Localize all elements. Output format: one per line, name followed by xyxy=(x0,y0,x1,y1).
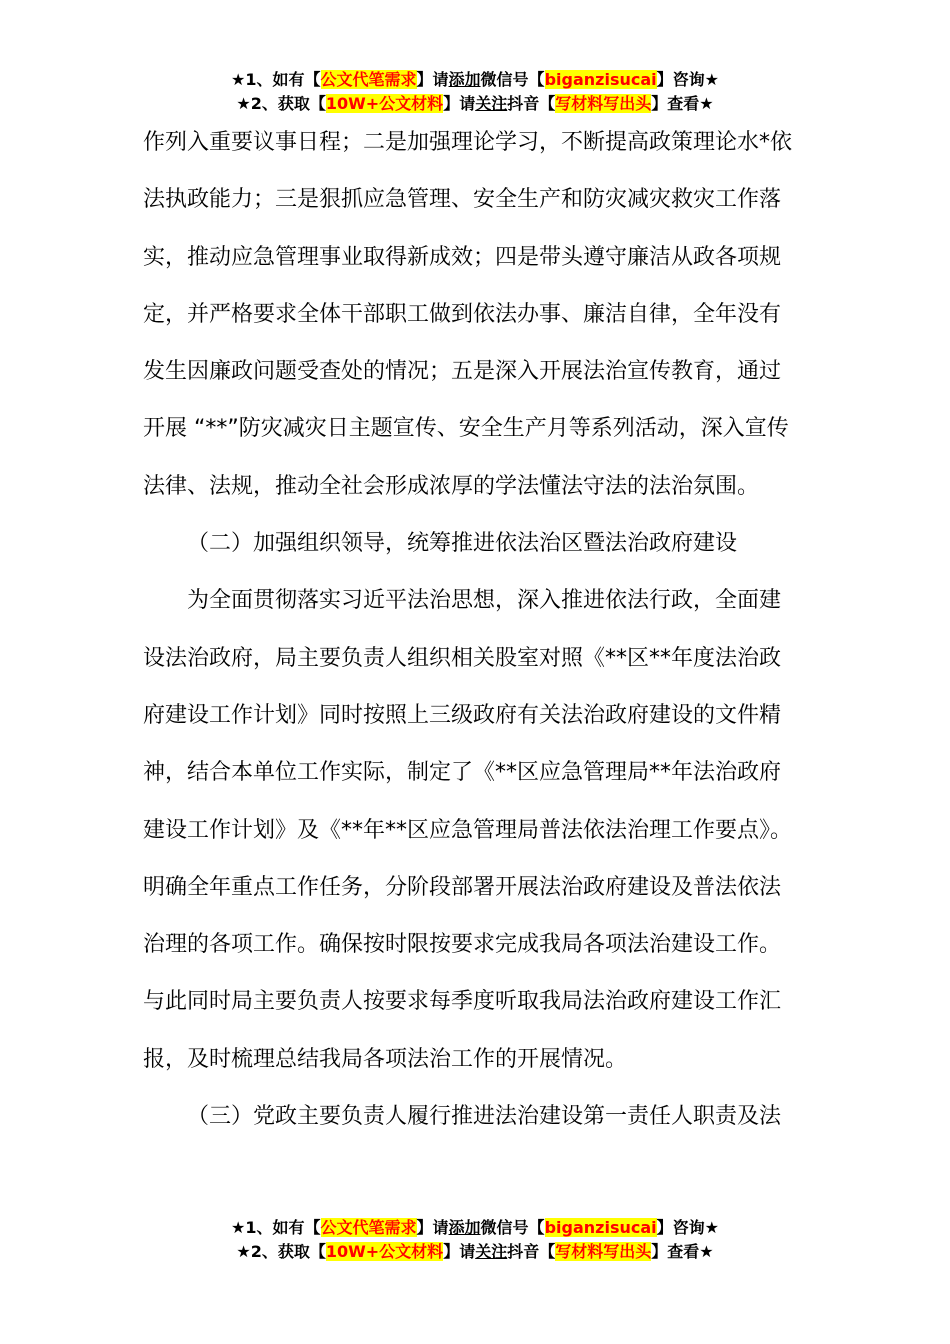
banner-underlined: 关注 xyxy=(475,94,508,113)
body-line: 定，并严格要求全体干部职工做到依法办事、廉洁自律，全年没有 xyxy=(143,301,782,327)
banner-text: 】请 xyxy=(443,1242,476,1261)
footer-banner xyxy=(0,1216,950,1264)
banner-text: ★1、如有【 xyxy=(231,1218,321,1237)
banner-highlight: 写材料写出头 xyxy=(555,1242,652,1261)
banner-highlight: 公文代笔需求 xyxy=(320,1218,417,1237)
banner-text: 】咨询★ xyxy=(656,1218,719,1237)
banner-text: 】查看★ xyxy=(651,1242,714,1261)
banner-text: 】咨询★ xyxy=(656,70,719,89)
banner-highlight: biganzisucai xyxy=(544,1218,657,1237)
banner-text: 】请 xyxy=(443,94,476,113)
body-line: 法执政能力；三是狠抓应急管理、安全生产和防灾减灾救灾工作落 xyxy=(143,187,782,213)
banner-text: ★2、获取【 xyxy=(236,94,326,113)
banner-line-1 xyxy=(0,68,950,92)
body-line: 开展 “**”防灾减灾日主题宣传、安全生产月等系列活动，深入宣传 xyxy=(143,416,789,442)
banner-highlight: 10W+公文材料 xyxy=(325,1242,444,1261)
body-line: 实，推动应急管理事业取得新成效；四是带头遵守廉洁从政各项规 xyxy=(143,244,782,270)
body-line: 府建设工作计划》同时按照上三级政府有关法治政府建设的文件精 xyxy=(143,702,782,728)
banner-text: 抖音【 xyxy=(507,1242,556,1261)
body-line: 为全面贯彻落实习近平法治思想，深入推进依法行政，全面建 xyxy=(187,588,782,614)
body-line: 作列入重要议事日程；二是加强理论学习，不断提高政策理论水*依 xyxy=(143,130,793,155)
banner-highlight: biganzisucai xyxy=(544,70,657,89)
banner-line-1 xyxy=(0,1216,950,1240)
banner-text: 】请 xyxy=(416,70,449,89)
body-line: 明确全年重点工作任务，分阶段部署开展法治政府建设及普法依法 xyxy=(143,874,782,900)
section-heading-3: （三）党政主要负责人履行推进法治建设第一责任人职责及法 xyxy=(187,1104,782,1130)
banner-line-2 xyxy=(0,92,950,116)
section-heading-2: （二）加强组织领导，统筹推进依法治区暨法治政府建设 xyxy=(187,531,738,557)
body-line: 建设工作计划》及《**年**区应急管理局普法依法治理工作要点》。 xyxy=(143,817,793,843)
banner-underlined: 添加 xyxy=(448,70,481,89)
banner-text: 】查看★ xyxy=(651,94,714,113)
body-line: 法律、法规，推动全社会形成浓厚的学法懂法守法的法治氛围。 xyxy=(143,473,760,499)
body-line: 报，及时梳理总结我局各项法治工作的开展情况。 xyxy=(143,1046,628,1072)
banner-highlight: 10W+公文材料 xyxy=(325,94,444,113)
banner-text: ★2、获取【 xyxy=(236,1242,326,1261)
banner-underlined: 添加 xyxy=(448,1218,481,1237)
banner-underlined: 关注 xyxy=(475,1242,508,1261)
banner-highlight: 公文代笔需求 xyxy=(320,70,417,89)
banner-text: 微信号【 xyxy=(480,1218,545,1237)
banner-text: 微信号【 xyxy=(480,70,545,89)
body-line: 神，结合本单位工作实际，制定了《**区应急管理局**年法治政府 xyxy=(143,760,782,786)
banner-highlight: 写材料写出头 xyxy=(555,94,652,113)
document-body xyxy=(143,114,818,1145)
body-line: 治理的各项工作。确保按时限按要求完成我局各项法治建设工作。 xyxy=(143,932,782,958)
body-line: 与此同时局主要负责人按要求每季度听取我局法治政府建设工作汇 xyxy=(143,989,782,1015)
body-line: 设法治政府，局主要负责人组织相关股室对照《**区**年度法治政 xyxy=(143,645,782,671)
banner-line-2 xyxy=(0,1240,950,1264)
banner-text: 】请 xyxy=(416,1218,449,1237)
header-banner xyxy=(0,68,950,116)
banner-text: 抖音【 xyxy=(507,94,556,113)
body-line: 发生因廉政问题受查处的情况；五是深入开展法治宣传教育，通过 xyxy=(143,359,782,385)
banner-text: ★1、如有【 xyxy=(231,70,321,89)
